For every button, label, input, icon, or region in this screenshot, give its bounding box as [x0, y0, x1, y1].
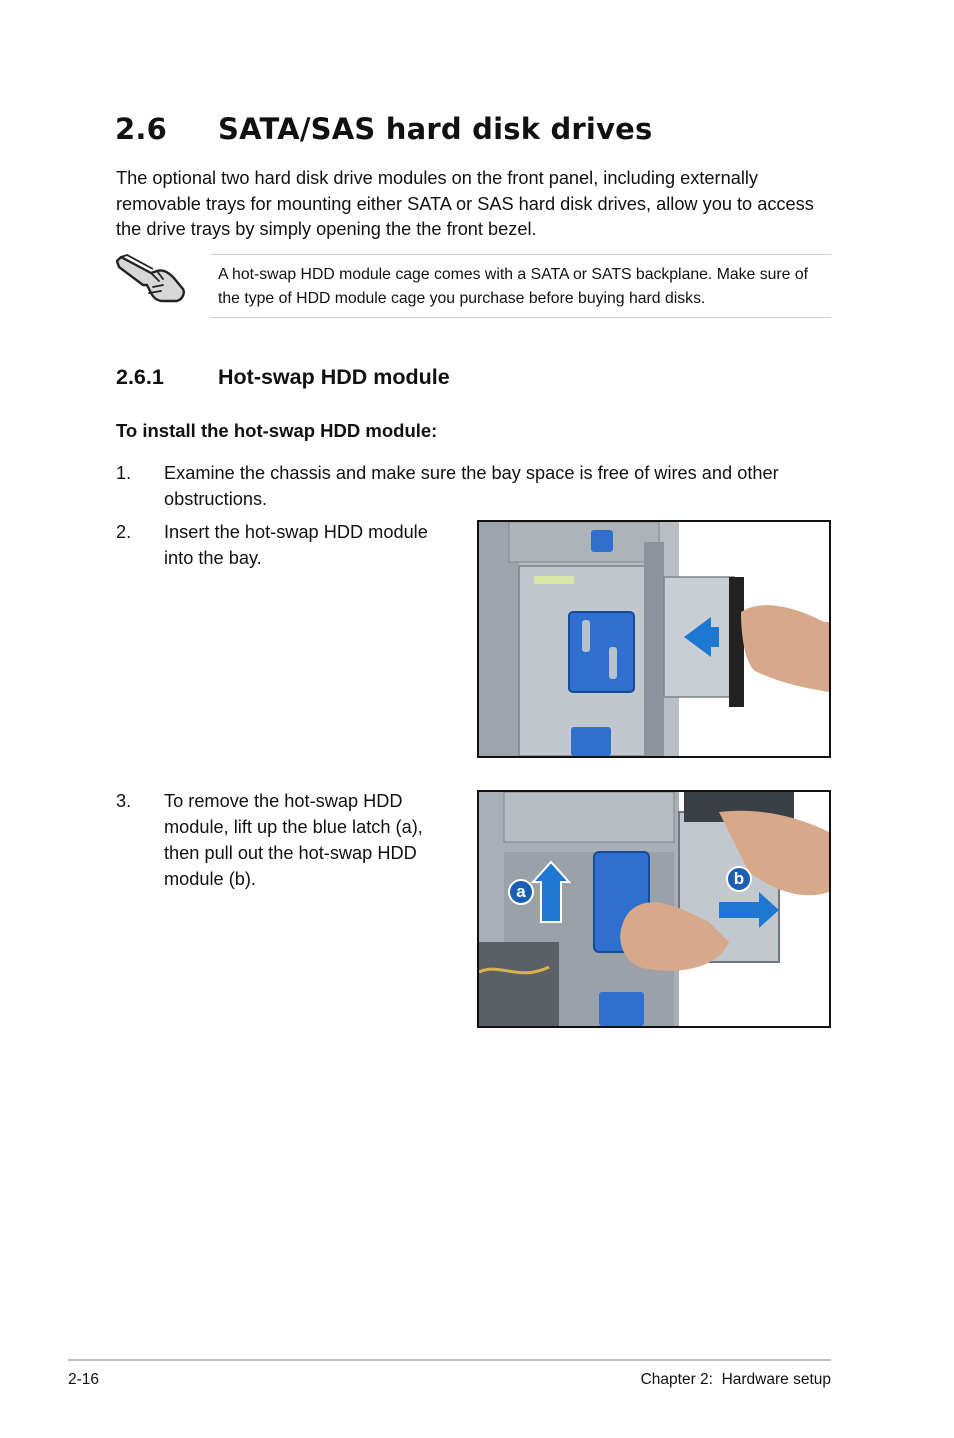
note-top-divider: [210, 254, 831, 255]
section-heading: [115, 112, 653, 146]
step-2-number: 2.: [116, 522, 132, 542]
section-intro: The optional two hard disk drive modules on the front panel, including externally removable trays for mounting either SATA or SAS hard disk drives, allow you to access the drive trays by simply opening the the front bezel.: [116, 168, 814, 239]
section-number: 2.6: [115, 112, 167, 146]
step-1-text: Examine the chassis and make sure the bay space is free of wires and other obstructions.: [164, 463, 779, 509]
subsection-title: Hot-swap HDD module: [218, 365, 450, 389]
pointing-hand-icon: [113, 251, 187, 305]
footer-divider: [68, 1359, 831, 1361]
note-bottom-divider: [210, 317, 831, 318]
callout-b: b: [726, 866, 752, 892]
chapter-label: Chapter 2: Hardware setup: [640, 1371, 831, 1388]
step-1-number: 1.: [116, 463, 132, 483]
procedure-heading: To install the hot-swap HDD module:: [116, 420, 438, 441]
page-number: 2-16: [68, 1371, 100, 1388]
callout-a: a: [508, 879, 534, 905]
note-text: A hot-swap HDD module cage comes with a SATA or SATS backplane. Make sure of the type of HDD module cage you purchase before buying hard disks.: [218, 266, 809, 307]
subsection-number: 2.6.1: [116, 365, 164, 389]
insert-module-photo: [477, 520, 831, 758]
remove-module-photo: [477, 790, 831, 1028]
step-2-text: Insert the hot-swap HDD module into the bay.: [164, 522, 428, 568]
step-3-text: To remove the hot-swap HDD module, lift up the blue latch (a), then pull out the hot-swap HDD module (b).: [164, 791, 423, 889]
subsection-heading: [116, 365, 450, 390]
step-3-number: 3.: [116, 791, 132, 811]
section-title: SATA/SAS hard disk drives: [218, 112, 653, 146]
